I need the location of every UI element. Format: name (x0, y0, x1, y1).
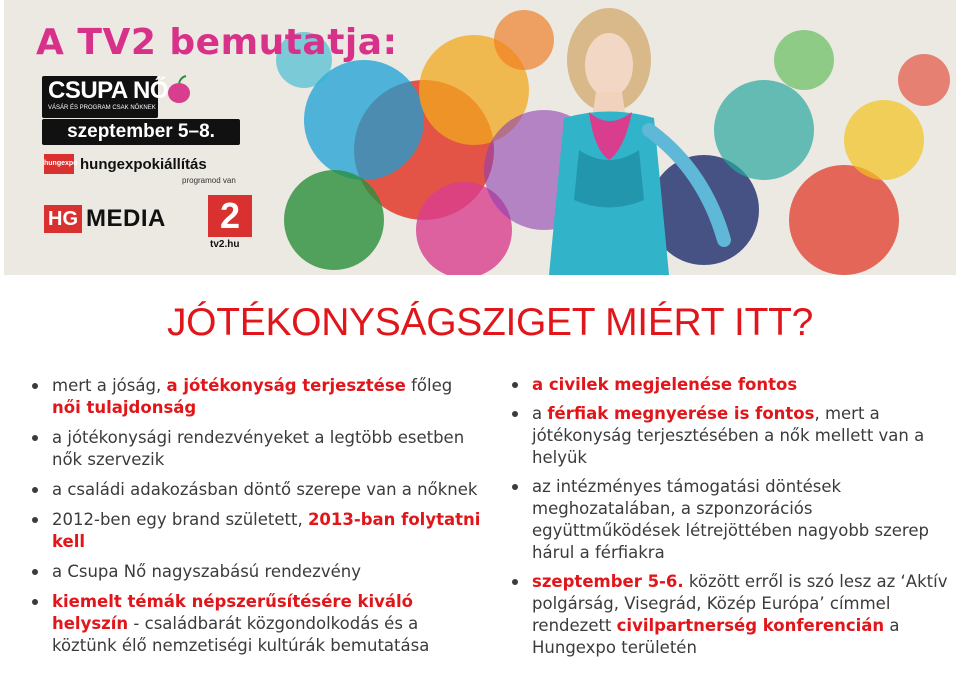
item-text: főleg (405, 376, 453, 395)
item-emphasis: a jótékonyság terjesztése (166, 376, 406, 395)
hungexpo-badge: hungexpo (44, 154, 74, 174)
tv2-logo: 2 (208, 195, 252, 237)
promo-banner (4, 0, 956, 275)
item-emphasis: férfiak megnyerése is fontos (547, 404, 815, 423)
item-text: 2012-ben egy brand született, (52, 510, 308, 529)
list-item (30, 561, 486, 583)
list-item (510, 476, 948, 564)
csupa-no-logo (42, 76, 169, 118)
art-blob (898, 54, 950, 106)
hungexpo-tagline: programod van (182, 176, 236, 185)
art-blob (774, 30, 834, 90)
event-date: szeptember 5–8. (42, 119, 240, 145)
item-text: - családbarát közgondolkodás és a köztünk élő nemzetiségi kultúrák bemutatása (52, 614, 430, 655)
art-blob (494, 10, 554, 70)
hg-media-logo (44, 205, 166, 233)
tv2-url: tv2.hu (210, 239, 240, 250)
hungexpo-logo: hungexpokiállítás (80, 156, 207, 173)
left-bullet-list (30, 375, 486, 665)
list-item (510, 374, 948, 396)
art-blob (789, 165, 899, 275)
item-text: , mert a jótékonyság terjesztésében a nők mellett van a helyük (532, 404, 925, 467)
csupa-no-logo-text: CSUPA NŐ (48, 77, 169, 104)
item-text: az intézményes támogatási döntések meghozatalában, a szponzorációs együttműködések létrejöttében nagyobb szerep hárul a férfiakra (532, 477, 929, 562)
slide-heading: JÓTÉKONYSÁGSZIGET MIÉRT ITT? (166, 301, 814, 344)
list-item (510, 403, 948, 469)
item-text: a Hungexpo területén (532, 616, 900, 657)
item-text: a jótékonysági rendezvényeket a legtöbb esetben nők szervezik (52, 428, 465, 469)
item-emphasis: a civilek megjelenése fontos (532, 375, 798, 394)
item-text: a Csupa Nő nagyszabású rendezvény (52, 562, 361, 581)
item-emphasis: 2013-ban folytatni kell (52, 510, 481, 551)
item-text: a családi adakozásban döntő szerepe van a nőknek (52, 480, 478, 499)
item-emphasis: civilpartnerség konferencián (616, 616, 885, 635)
item-emphasis: kiemelt témák népszerűsítésére kiváló helyszín (52, 592, 414, 633)
hg-media-text: MEDIA (86, 205, 166, 232)
item-text: a (532, 404, 548, 423)
csupa-no-tagline: VÁSÁR ÉS PROGRAM CSAK NŐKNEK (48, 105, 156, 111)
list-item (30, 479, 486, 501)
list-item (510, 571, 948, 659)
art-blob (284, 170, 384, 270)
list-item (30, 591, 486, 657)
list-item (30, 509, 486, 553)
list-item (30, 427, 486, 471)
item-text: mert a jóság, (52, 376, 167, 395)
right-bullet-list (510, 374, 948, 666)
banner-title: A TV2 bemutatja: (36, 22, 398, 63)
item-emphasis: női tulajdonság (52, 398, 197, 417)
item-text: között erről is szó lesz az ‘Aktív polgárság, Visegrád, Közép Európa’ címmel rendezett (532, 572, 948, 635)
hg-media-mark: HG (44, 205, 82, 233)
art-blob (714, 80, 814, 180)
item-emphasis: szeptember 5-6. (532, 572, 684, 591)
art-blob (844, 100, 924, 180)
list-item (30, 375, 486, 419)
apple-icon (166, 74, 192, 104)
figure-face (585, 33, 633, 97)
